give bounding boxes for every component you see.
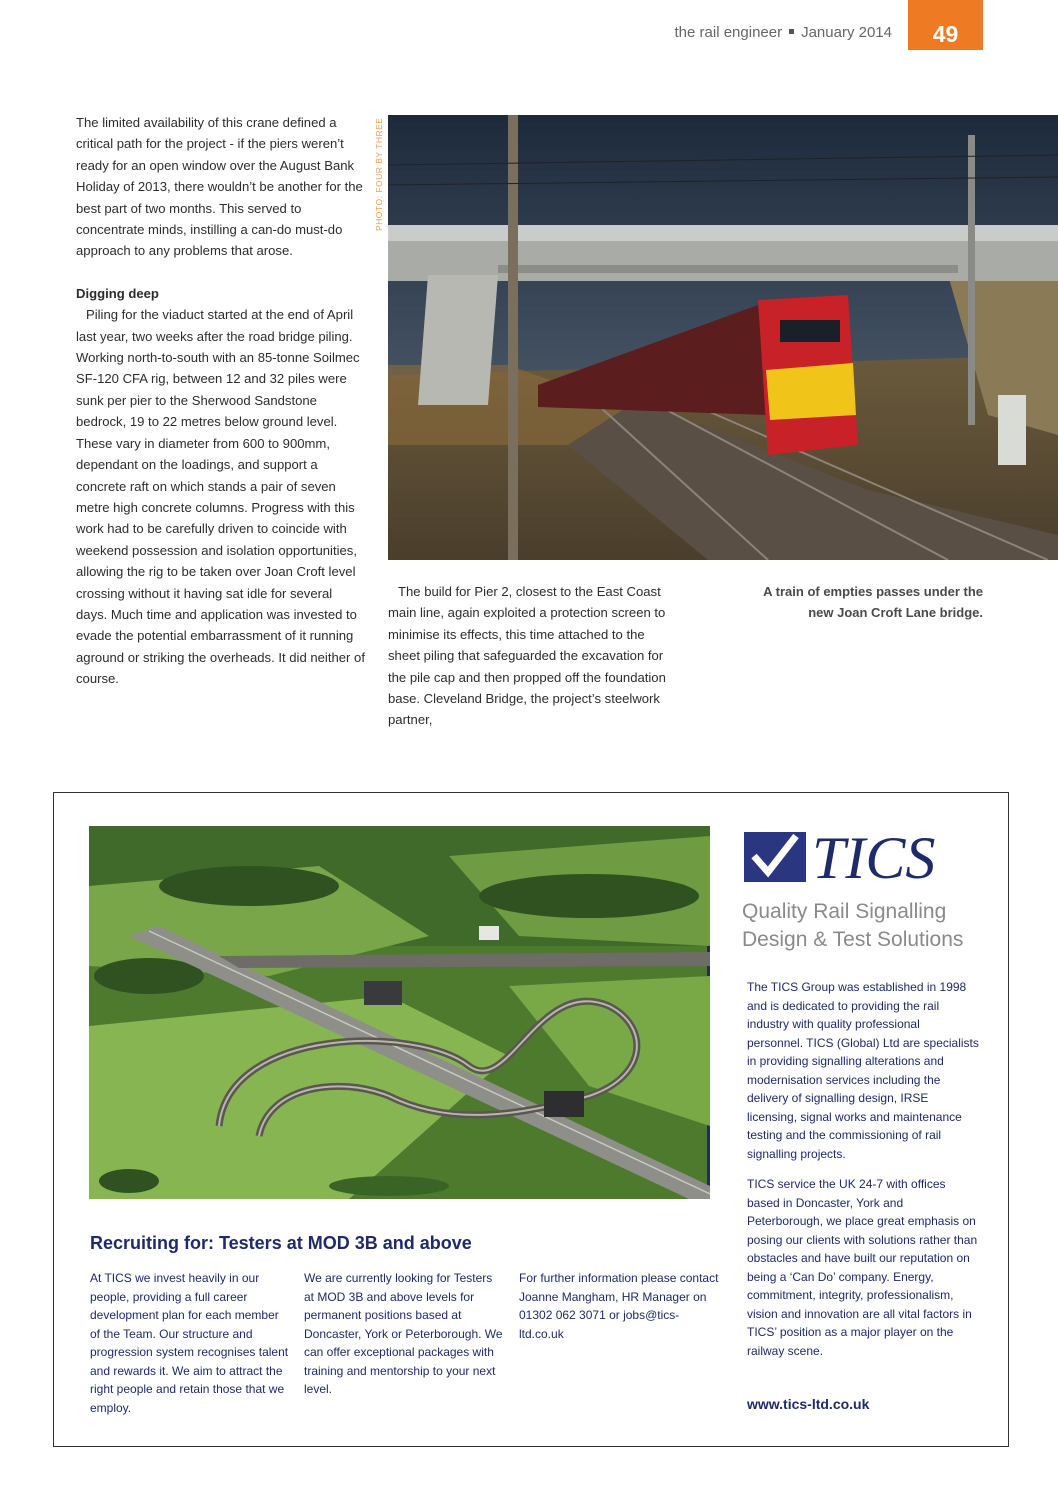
header-separator [789,29,794,34]
logo-wordmark: TICS [812,825,936,891]
advert-column-1: At TICS we invest heavily in our people, providing a full career development plan for each member of the Team. Our structure and progression system recognises talent and rewards it. We aim to attract the right people and retain those that we employ. [90,1271,289,1415]
photo-credit-text: PHOTO: FOUR BY THREE [374,117,384,231]
advert-column-2: We are currently looking for Testers at MOD 3B and above levels for permanent positions based at Doncaster, York or Peterborough. We can offer exceptional packages with training and mentorship to your next level. [304,1271,503,1396]
aerial-rendering-image [89,826,710,1199]
train-photo [388,115,1058,560]
advert-company-info [747,978,979,1360]
photo-caption: A train of empties passes under the new Joan Croft Lane bridge. [763,584,983,621]
recruiting-title: Recruiting for: Testers at MOD 3B and above [90,1233,472,1253]
company-info-paragraph-2: TICS service the UK 24-7 with offices based in Doncaster, York and Peterborough, we place great emphasis on posing our clients with solutions rather than obstacles and have built our reputation on being a ‘Can Do’ company. Energy, commitment, integrity, professionalism, vision and innovation are all vital factors in TICS’ position as a major player on the railway scene. [747,1177,978,1358]
running-header [600,24,892,41]
tics-logo [740,820,980,960]
page-number: 49 [908,0,983,50]
website-link[interactable]: www.tics-ltd.co.uk [747,1396,870,1412]
publication-name: the rail engineer [674,24,783,41]
issue-date: January 2014 [801,24,892,41]
intro-paragraph: The limited availability of this crane defined a critical path for the project - if the piers weren’t ready for an open window over the August Bank Holiday of 2013, there wouldn’t be another for the best part of two months. This served to concentrate minds, instilling a can-do must-do approach to any problems that arose. [76,115,363,259]
logo-tagline-2: Design & Test Solutions [742,928,964,951]
advert-column-3: For further information please contact Joanne Mangham, HR Manager on 01302 062 3071 or jobs@tics-ltd.co.uk [519,1271,719,1341]
article-column-2: The build for Pier 2, closest to the East Coast main line, again exploited a protection screen to minimise its effects, this time attached to the sheet piling that safeguarded the excavation for the pile cap and then propped off the foundation base. Cleveland Bridge, the project’s steelwork partner, [388,584,666,728]
body-paragraph: Piling for the viaduct started at the end of April last year, two weeks after the road bridge piling. Working north-to-south with an 85-tonne Soilmec SF-120 CFA rig, between 12 and 32 piles were sunk per pier to the Sherwood Sandstone bedrock, 19 to 22 metres below ground level. These vary in diameter from 600 to 900mm, dependant on the loadings, and support a concrete raft on which stands a pair of seven metre high concrete columns. Progress with this work had to be carefully driven to coincide with weekend possession and isolation opportunities, allowing the rig to be taken over Joan Croft level crossing without it having sat idle for several days. Much time and application was invested to evade the potential embarrassment of it running aground or striking the overheads. It did neither of course. [76,307,365,687]
article-column-1 [76,112,366,690]
photo-credit [359,116,391,231]
logo-tagline-1: Quality Rail Signalling [742,900,947,923]
company-info-paragraph-1: The TICS Group was established in 1998 and is dedicated to providing the rail industry with quality professional personnel. TICS (Global) Ltd are specialists in providing signalling alterations and modernisation services including the delivery of signalling design, IRSE licensing, signal works and maintenance testing and the commissioning of rail signalling projects. [747,980,979,1161]
subheading: Digging deep [76,285,159,301]
